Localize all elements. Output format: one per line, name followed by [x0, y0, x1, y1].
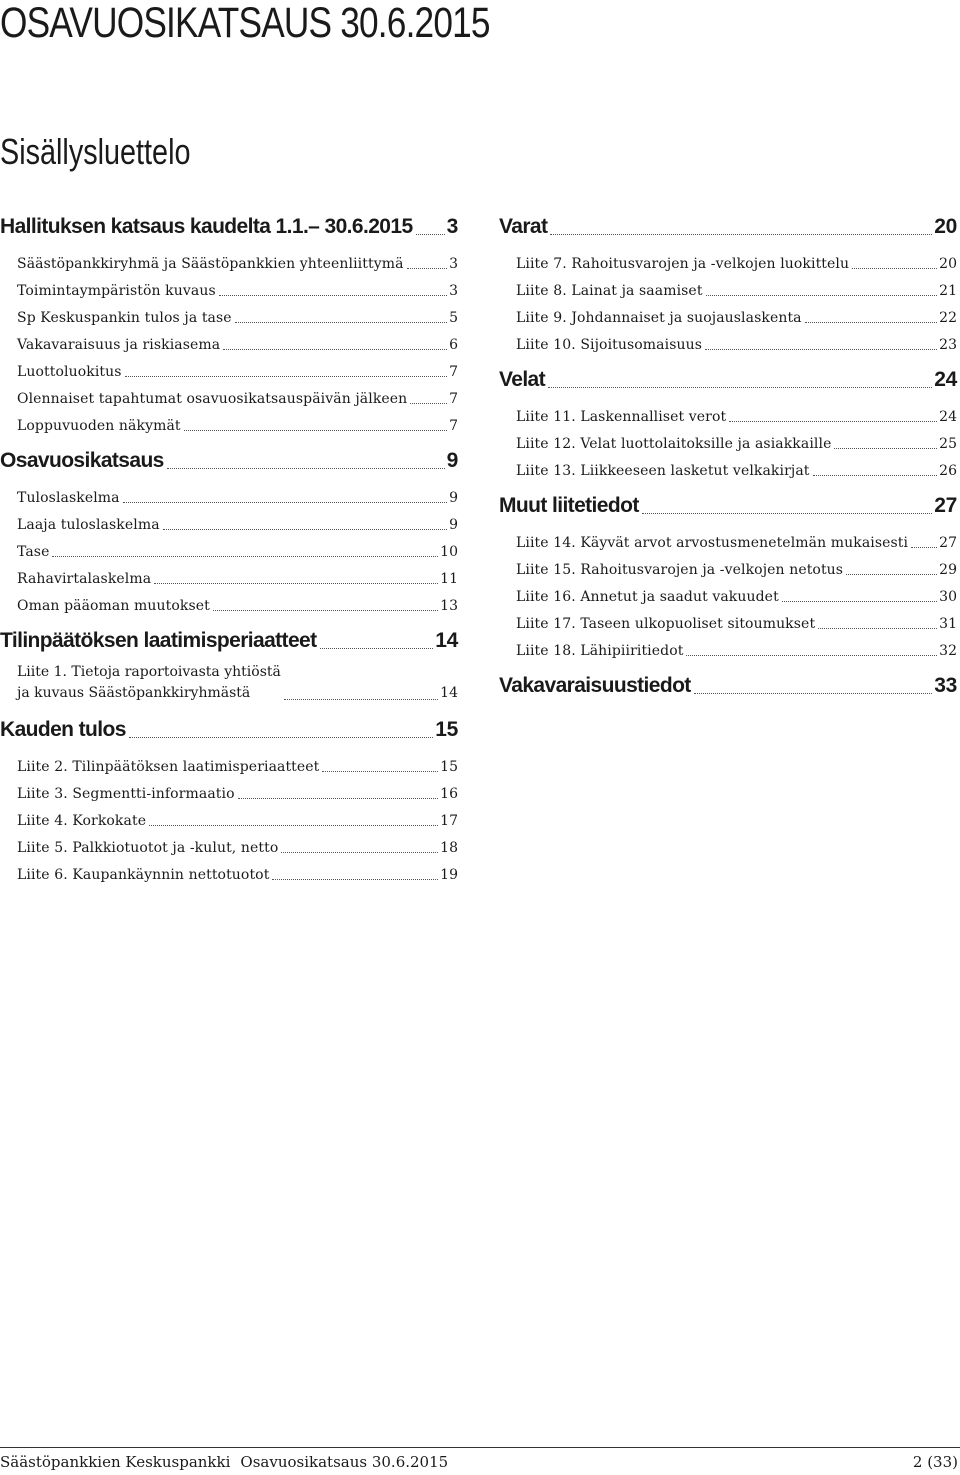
toc-item-entry[interactable] [0, 300, 458, 327]
toc-item-page: 9 [449, 490, 458, 506]
toc-right-column [499, 212, 957, 698]
toc-item-page: 23 [939, 337, 957, 353]
toc-section-label: Kauden tulos [0, 718, 126, 741]
toc-section-label: Hallituksen katsaus kaudelta 1.1.– 30.6.2015 [0, 215, 413, 238]
footer-page-number: 2 (33) [912, 1452, 958, 1471]
toc-item-entry[interactable] [0, 246, 458, 273]
toc-item-page: 3 [449, 283, 458, 299]
dot-leader [550, 234, 932, 235]
toc-item-entry[interactable] [499, 327, 957, 354]
toc-section-page: 33 [934, 674, 957, 697]
toc-item-label: Laaja tuloslaskelma [17, 517, 160, 533]
toc-item-label: Olennaiset tapahtumat osavuosikatsauspäivän jälkeen [17, 391, 408, 407]
dot-leader [125, 376, 448, 377]
toc-section-entry[interactable] [0, 446, 458, 473]
toc-item-entry[interactable] [499, 606, 957, 633]
dot-leader [729, 421, 937, 422]
toc-item-entry[interactable] [499, 300, 957, 327]
dot-leader [813, 475, 938, 476]
dot-leader [167, 468, 445, 469]
toc-item-entry[interactable] [499, 525, 957, 552]
toc-item-entry[interactable] [499, 399, 957, 426]
toc-item-label: Liite 3. Segmentti-informaatio [17, 786, 235, 802]
document-title: OSAVUOSIKATSAUS 30.6.2015 [0, 0, 490, 47]
toc-item-label-wrap [17, 662, 281, 704]
toc-item-entry[interactable] [0, 381, 458, 408]
toc-section-label: Tilinpäätöksen laatimisperiaatteet [0, 629, 317, 652]
toc-section-entry[interactable] [0, 626, 458, 653]
toc-item-label: Liite 16. Annetut ja saadut vakuudet [516, 589, 779, 605]
toc-item-page: 6 [449, 337, 458, 353]
toc-item-page: 29 [939, 562, 957, 578]
toc-item-label: Liite 10. Sijoitusomaisuus [516, 337, 703, 353]
dot-leader [846, 574, 937, 575]
toc-item-page: 11 [440, 571, 458, 587]
page-footer [0, 1447, 960, 1475]
dot-leader [686, 655, 937, 656]
dot-leader [818, 628, 937, 629]
toc-section-page: 3 [446, 215, 458, 238]
toc-item-page: 13 [440, 598, 458, 614]
toc-item-label: Liite 18. Lähipiiritiedot [516, 643, 684, 659]
dot-leader [782, 601, 937, 602]
toc-section-page: 27 [934, 494, 957, 517]
toc-item-entry[interactable] [499, 246, 957, 273]
toc-item-entry[interactable] [0, 658, 458, 704]
dot-leader [213, 610, 438, 611]
toc-item-entry[interactable] [0, 354, 458, 381]
toc-item-page: 25 [939, 436, 957, 452]
toc-item-page: 19 [440, 867, 458, 883]
dot-leader [694, 693, 933, 694]
dot-leader [705, 349, 937, 350]
toc-item-entry[interactable] [499, 273, 957, 300]
toc-section-label: Velat [499, 368, 546, 391]
toc-item-entry[interactable] [0, 776, 458, 803]
toc-section-page: 20 [934, 215, 957, 238]
toc-item-page: 22 [939, 310, 957, 326]
dot-leader [706, 295, 938, 296]
toc-item-entry[interactable] [0, 534, 458, 561]
toc-item-entry[interactable] [0, 507, 458, 534]
toc-section-entry[interactable] [0, 715, 458, 742]
toc-item-label: ja kuvaus Säästöpankkiryhmästä [17, 685, 251, 701]
dot-leader [238, 798, 439, 799]
toc-item-label: Liite 6. Kaupankäynnin nettotuotot [17, 867, 270, 883]
dot-leader [129, 737, 433, 738]
toc-section-page: 24 [934, 368, 957, 391]
toc-item-page: 24 [939, 409, 957, 425]
toc-item-label: Luottoluokitus [17, 364, 122, 380]
toc-item-page: 14 [440, 685, 458, 701]
toc-item-page: 20 [939, 256, 957, 272]
dot-leader [911, 547, 937, 548]
toc-item-entry[interactable] [499, 453, 957, 480]
toc-section-label: Vakavaraisuustiedot [499, 674, 691, 697]
toc-item-entry[interactable] [499, 552, 957, 579]
toc-item-label: Tuloslaskelma [17, 490, 120, 506]
toc-item-label: Liite 17. Taseen ulkopuoliset sitoumukset [516, 616, 816, 632]
dot-leader [163, 529, 447, 530]
toc-item-label: Liite 11. Laskennalliset verot [516, 409, 727, 425]
toc-item-entry[interactable] [0, 327, 458, 354]
toc-section-entry[interactable] [499, 212, 957, 239]
dot-leader [805, 322, 938, 323]
toc-section-page: 15 [435, 718, 458, 741]
toc-item-page: 18 [440, 840, 458, 856]
dot-leader [149, 825, 438, 826]
toc-item-label: Liite 15. Rahoitusvarojen ja -velkojen netotus [516, 562, 844, 578]
toc-item-entry[interactable] [0, 588, 458, 615]
toc-item-label: Säästöpankkiryhmä ja Säästöpankkien yhteenliittymä [17, 256, 404, 272]
toc-item-page: 26 [939, 463, 957, 479]
toc-item-page: 7 [449, 391, 458, 407]
dot-leader [416, 234, 445, 235]
toc-section-label: Osavuosikatsaus [0, 449, 164, 472]
toc-item-page: 32 [939, 643, 957, 659]
dot-leader [123, 502, 447, 503]
toc-section-label: Varat [499, 215, 548, 238]
toc-item-label: Liite 13. Liikkeeseen lasketut velkakirjat [516, 463, 810, 479]
toc-item-label: Sp Keskuspankin tulos ja tase [17, 310, 232, 326]
toc-item-page: 21 [939, 283, 957, 299]
toc-item-page: 15 [440, 759, 458, 775]
toc-item-label: Liite 7. Rahoitusvarojen ja -velkojen luokittelu [516, 256, 850, 272]
dot-leader [407, 268, 448, 269]
toc-item-label: Vakavaraisuus ja riskiasema [17, 337, 221, 353]
toc-item-label: Liite 8. Lainat ja saamiset [516, 283, 703, 299]
footer-organization: Säästöpankkien Keskuspankki [0, 1452, 231, 1471]
dot-leader [322, 771, 438, 772]
dot-leader [410, 403, 447, 404]
toc-item-label: Oman pääoman muutokset [17, 598, 210, 614]
toc-item-label: Liite 12. Velat luottolaitoksille ja asiakkaille [516, 436, 832, 452]
dot-leader [52, 556, 438, 557]
dot-leader [281, 852, 438, 853]
toc-item-label: Liite 14. Käyvät arvot arvostusmenetelmän mukaisesti [516, 535, 909, 551]
dot-leader [642, 513, 933, 514]
toc-item-label: Liite 2. Tilinpäätöksen laatimisperiaatteet [17, 759, 320, 775]
toc-item-entry[interactable] [0, 408, 458, 435]
toc-item-entry[interactable] [0, 480, 458, 507]
toc-section-entry[interactable] [499, 491, 957, 518]
toc-item-page: 10 [440, 544, 458, 560]
toc-heading: Sisällysluettelo [0, 131, 191, 172]
toc-item-entry[interactable] [499, 579, 957, 606]
toc-item-label: Liite 5. Palkkiotuotot ja -kulut, netto [17, 840, 279, 856]
toc-item-page: 5 [449, 310, 458, 326]
toc-section-page: 14 [435, 629, 458, 652]
toc-item-entry[interactable] [0, 857, 458, 884]
dot-leader [272, 879, 438, 880]
toc-item-page: 3 [449, 256, 458, 272]
toc-item-label: Tase [17, 544, 50, 560]
toc-item-page: 7 [449, 364, 458, 380]
toc-left-column [0, 212, 458, 884]
toc-item-entry[interactable] [499, 633, 957, 660]
toc-item-entry[interactable] [0, 830, 458, 857]
toc-item-page: 9 [449, 517, 458, 533]
toc-section-page: 9 [446, 449, 458, 472]
toc-item-page: 31 [939, 616, 957, 632]
toc-item-entry[interactable] [0, 273, 458, 300]
toc-item-page: 7 [449, 418, 458, 434]
toc-item-entry[interactable] [0, 803, 458, 830]
toc-item-page: 17 [440, 813, 458, 829]
toc-section-entry[interactable] [499, 365, 957, 392]
dot-leader [219, 295, 447, 296]
dot-leader [184, 430, 447, 431]
toc-item-label: Liite 1. Tietoja raportoivasta yhtiöstä [17, 664, 281, 680]
dot-leader [548, 387, 932, 388]
toc-item-page: 30 [939, 589, 957, 605]
toc-item-entry[interactable] [0, 749, 458, 776]
dot-leader [320, 648, 434, 649]
dot-leader [235, 322, 447, 323]
toc-item-label: Liite 4. Korkokate [17, 813, 147, 829]
dot-leader [834, 448, 937, 449]
toc-item-label: Loppuvuoden näkymät [17, 418, 181, 434]
toc-item-page: 16 [440, 786, 458, 802]
dot-leader [852, 268, 937, 269]
dot-leader [284, 699, 438, 700]
toc-item-page: 27 [939, 535, 957, 551]
toc-section-entry[interactable] [499, 671, 957, 698]
toc-item-entry[interactable] [0, 561, 458, 588]
dot-leader [223, 349, 447, 350]
toc-item-entry[interactable] [499, 426, 957, 453]
toc-item-label: Liite 9. Johdannaiset ja suojauslaskenta [516, 310, 802, 326]
footer-report-title: Osavuosikatsaus 30.6.2015 [240, 1452, 449, 1471]
toc-item-label: Rahavirtalaskelma [17, 571, 152, 587]
dot-leader [154, 583, 438, 584]
toc-section-label: Muut liitetiedot [499, 494, 639, 517]
toc-item-label: Toimintaympäristön kuvaus [17, 283, 216, 299]
toc-section-entry[interactable] [0, 212, 458, 239]
